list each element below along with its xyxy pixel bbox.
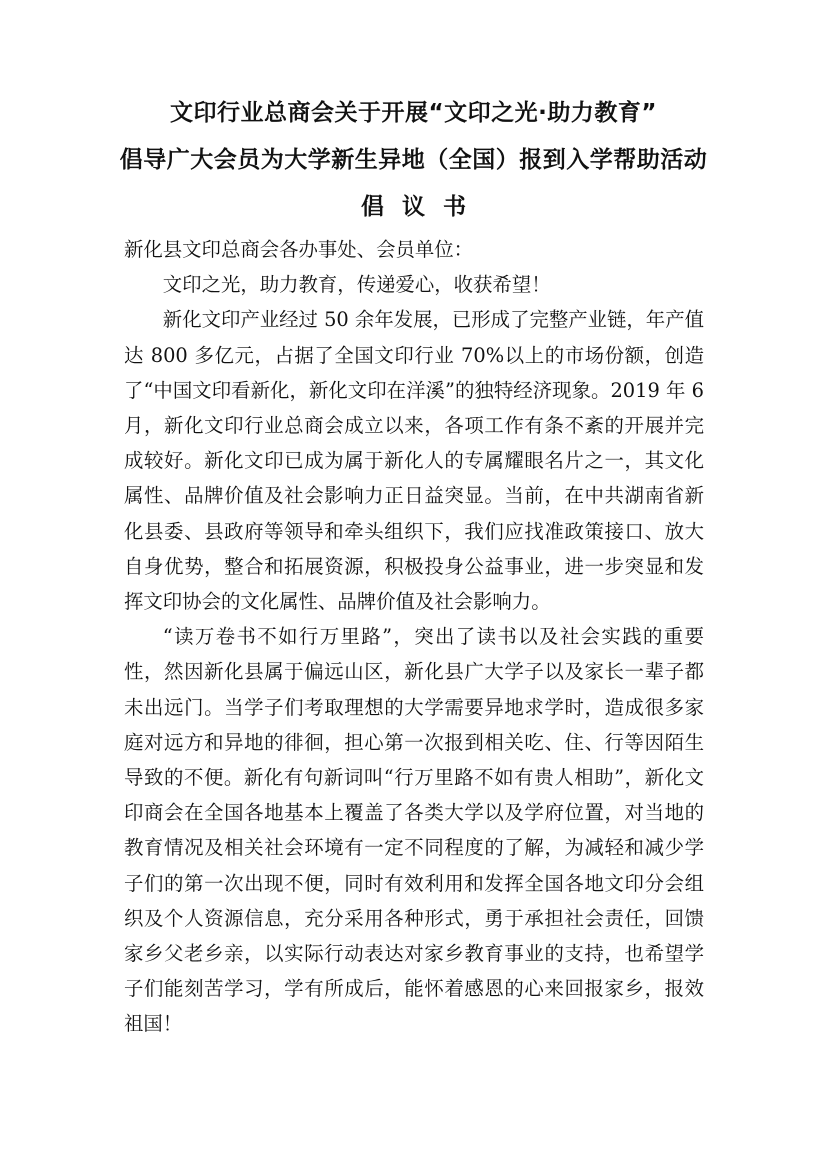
title-line-2: 倡导广大会员为大学新生异地（全国）报到入学帮助活动	[119, 147, 708, 173]
salutation: 新化县文印总商会各办事处、会员单位：	[124, 238, 474, 261]
paragraph-slogan: 文印之光，助力教育，传递爱心，收获希望！	[162, 273, 551, 297]
paragraph-initiative-purpose: “读万卷书不如行万里路”，突出了读书以及社会实践的重要性，然因新化县属于偏远山区，新化县广大学子以及家长一辈子都未出远门。当学子们考取理想的大学需要异地求学时，造成很多家庭对远方和异地的徘徊，担心第一次报到相关吃、住、行等因陌生导致的不便。新化有句新词叫“行万里路不如有贵人相助”，新化文印商会在全国各地基本上覆盖了各类大学以及学府位置，对当地的教育情况及相关社会环境有一定不同程度的了解，为减轻和减少学子们的第一次出现不便，同时有效利用和发挥全国各地文印分会组织及个人资源信息，充分采用各种形式，勇于承担社会责任，回馈家乡父老乡亲，以实际行动表达对家乡教育事业的支持，也希望学子们能刻苦学习，学有所成后，能怀着感恩的心来回报家乡，报效祖国！	[124, 625, 704, 1036]
document-title	[0, 90, 827, 231]
title-line-1: 文印行业总商会关于开展“文印之光·助力教育”	[170, 100, 657, 126]
document-body	[124, 232, 704, 1042]
paragraph-industry-overview: 新化文印产业经过 50 余年发展，已形成了完整产业链，年产值达 800 多亿元，占据了全国文印行业 70%以上的市场份额，创造了“中国文印看新化，新化文印在洋溪”的独特经济现象。2019 年 6 月，新化文印行业总商会成立以来，各项工作有条不紊的开展并完成较好。新化文印已成为属于新化人的专属耀眼名片之一，其文化属性、品牌价值及社会影响力正日益突显。当前，在中共湖南省新化县委、县政府等领导和牵头组织下，我们应找准政策接口、放大自身优势，整合和拓展资源，积极投身公益事业，进一步突显和发挥文印协会的文化属性、品牌价值及社会影响力。	[124, 308, 704, 614]
title-line-3: 倡议书	[361, 194, 484, 220]
